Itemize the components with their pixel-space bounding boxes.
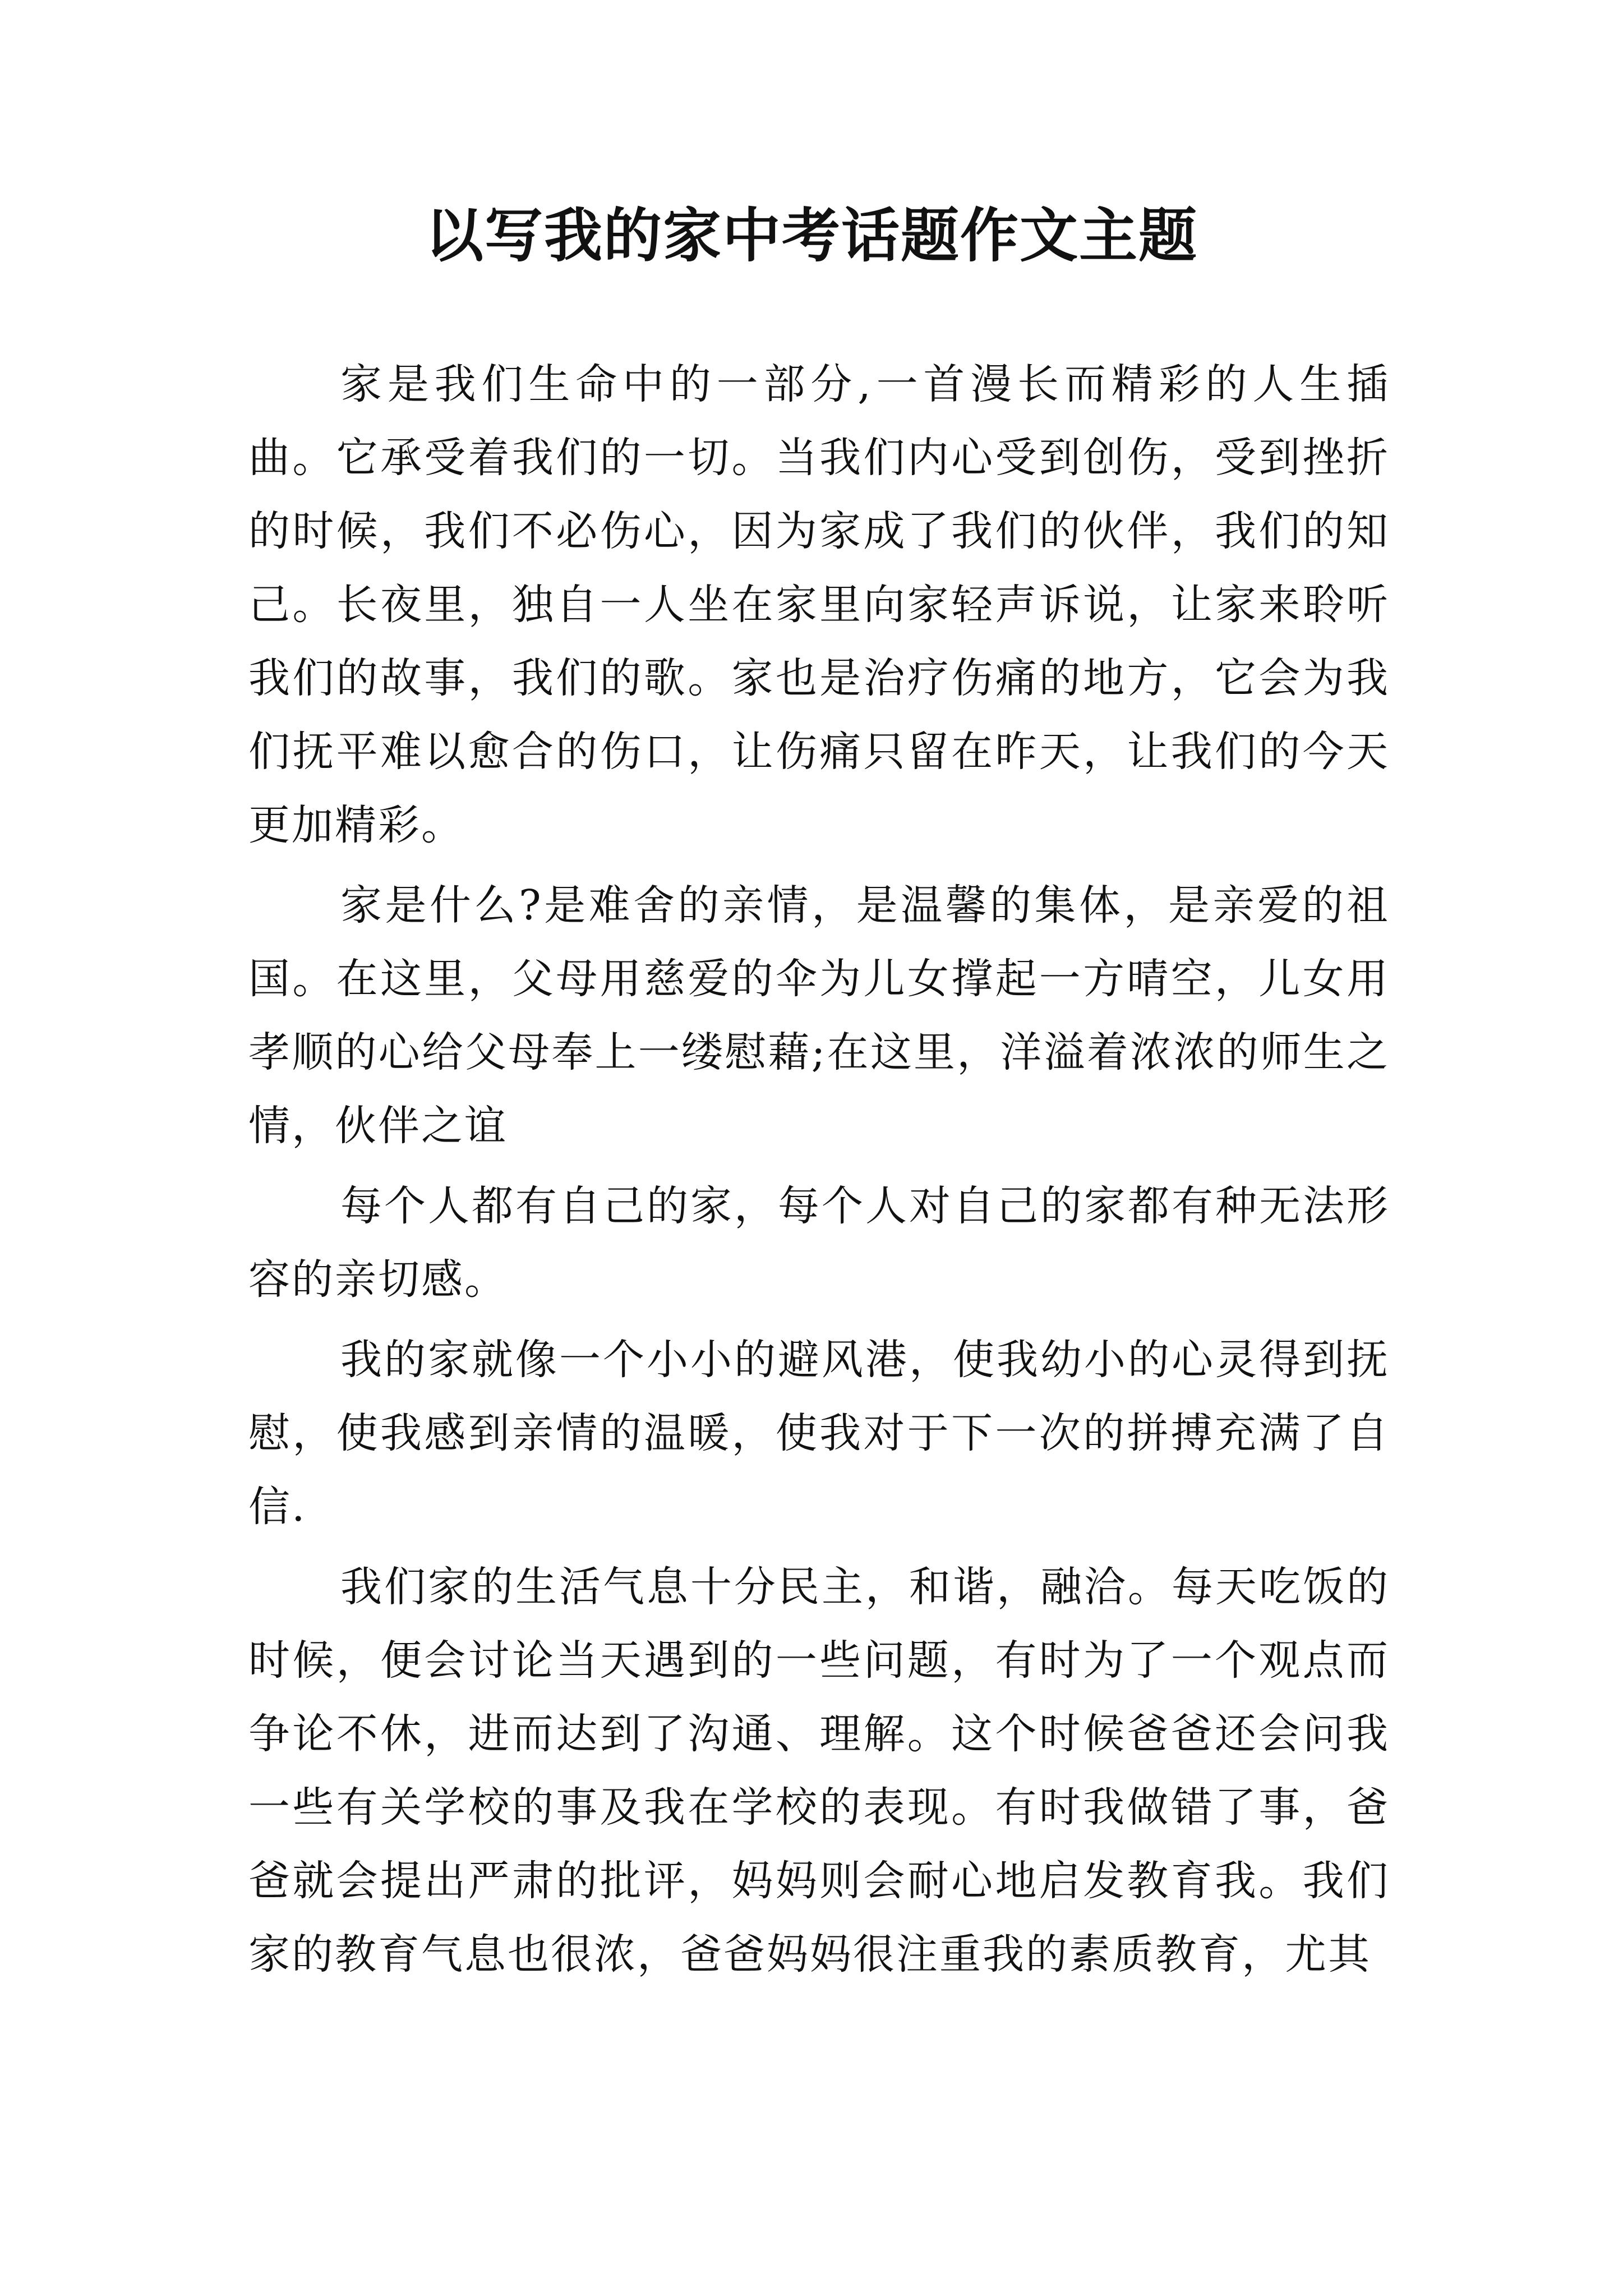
paragraph-3: 每个人都有自己的家，每个人对自己的家都有种无法形容的亲切感。 [248, 1182, 1390, 1304]
document-body [248, 348, 1390, 1998]
paragraph-4: 我的家就像一个小小的避风港，使我幼小的心灵得到抚慰，使我感到亲情的温暖，使我对于下一次的拼搏充满了自信. [248, 1336, 1390, 1531]
paragraph-2: 家是什么?是难舍的亲情，是温馨的集体，是亲爱的祖国。在这里，父母用慈爱的伞为儿女撑起一方晴空，儿女用孝顺的心给父母奉上一缕慰藉;在这里，洋溢着浓浓的师生之情，伙伴之谊 [248, 881, 1390, 1150]
paragraph-5: 我们家的生活气息十分民主，和谐，融洽。每天吃饭的时候，便会讨论当天遇到的一些问题，有时为了一个观点而争论不休，进而达到了沟通、理解。这个时候爸爸还会问我一些有关学校的事及我在学校的表现。有时我做错了事，爸爸就会提出严肃的批评，妈妈则会耐心地启发教育我。我们家的教育气息也很浓，爸爸妈妈很注重我的素质教育，尤其 [248, 1563, 1390, 1978]
paragraph-1: 家是我们生命中的一部分,一首漫长而精彩的人生插曲。它承受着我们的一切。当我们内心受到创伤，受到挫折的时候，我们不必伤心，因为家成了我们的伙伴，我们的知己。长夜里，独自一人坐在家里向家轻声诉说，让家来聆听我们的故事，我们的歌。家也是治疗伤痛的地方，它会为我们抚平难以愈合的伤口，让伤痛只留在昨天，让我们的今天更加精彩。 [248, 360, 1390, 849]
document-title: 以写我的家中考话题作文主题 [425, 201, 1198, 270]
